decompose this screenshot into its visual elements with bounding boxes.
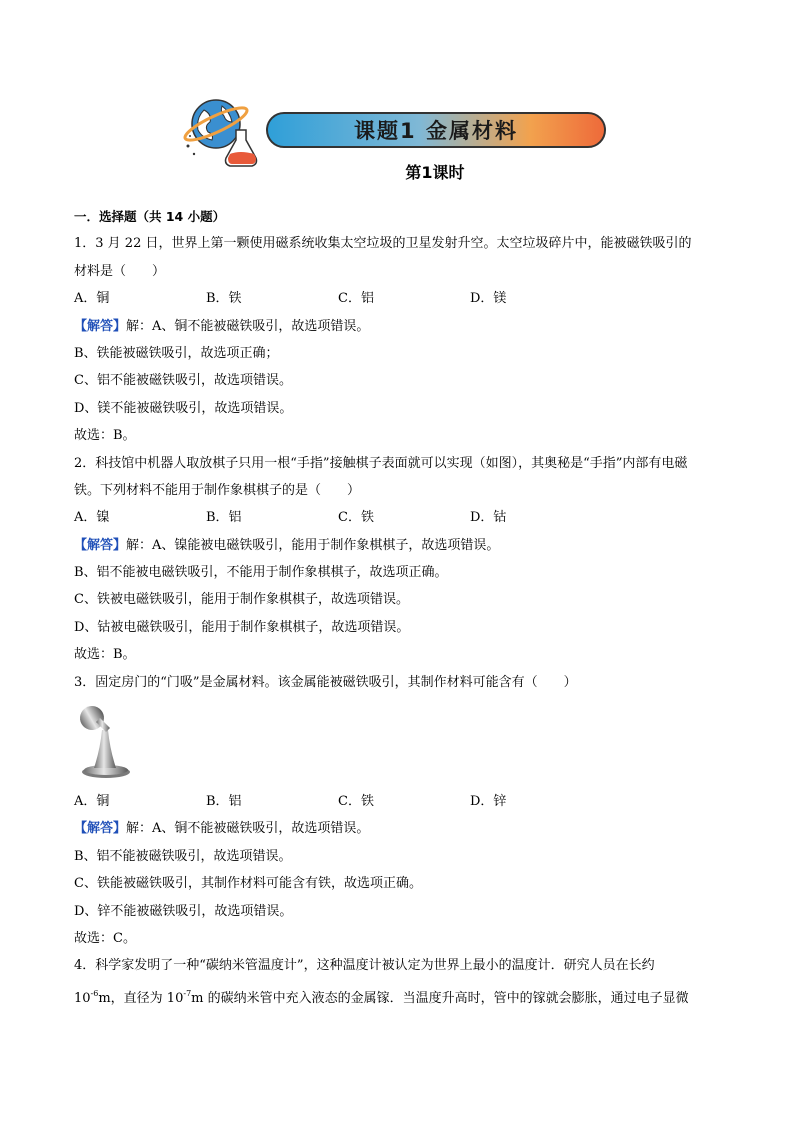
- answer-tag: 【解答】: [74, 821, 127, 837]
- q3-answer-line3: C、铁能被磁铁吸引，其制作材料可能含有铁，故选项正确。: [74, 876, 422, 892]
- q2-answer-line2: B、铝不能被电磁铁吸引，不能用于制作象棋棋子，故选项正确。: [74, 565, 448, 581]
- q2-option-b: B．铝: [206, 510, 242, 526]
- q2-option-d: D．钴: [470, 510, 507, 526]
- q3-answer-line4: D、锌不能被磁铁吸引，故选项错误。: [74, 903, 293, 919]
- q4-stem-line1: 4．科学家发明了一种“碳纳米管温度计”，这种温度计被认定为世界上最小的温度计．研究人员在长约: [74, 958, 655, 974]
- q4-exponent: -6: [90, 988, 99, 998]
- q4-stem-line2: [74, 980, 726, 1007]
- q1-stem-line1: 1．3 月 22 日，世界上第一颗使用磁系统收集太空垃圾的卫星发射升空。太空垃圾碎片中，能被磁铁吸引的: [74, 236, 692, 252]
- q1-answer-line2: B、铁能被磁铁吸引，故选项正确；: [74, 345, 279, 361]
- q3-stem-line1: 3．固定房门的“门吸”是金属材料。该金属能被磁铁吸引，其制作材料可能含有（ ）: [74, 674, 577, 690]
- q1-choice: 故选：B。: [74, 428, 136, 444]
- q3-option-c: C．铁: [338, 794, 374, 810]
- q1-options: [74, 285, 726, 312]
- globe-flask-icon: [182, 96, 262, 170]
- title-banner: [266, 112, 606, 148]
- q1-option-b: B．铁: [206, 291, 242, 307]
- q3-option-d: D．锌: [470, 794, 507, 810]
- document-body: [74, 203, 726, 1007]
- q3-choice: 故选：C。: [74, 930, 136, 946]
- q1-option-a: A．铜: [74, 291, 110, 307]
- q1-stem-line2: 材料是（ ）: [74, 263, 166, 279]
- section-heading: 一．选择题（共 14 小题）: [74, 209, 226, 224]
- q4-stem-part: m 的碳纳米管中充入液态的金属镓．当温度升高时，管中的镓就会膨胀，通过电子显微: [191, 990, 689, 1006]
- q2-stem-line1: 2．科技馆中机器人取放棋子只用一根“手指”接触棋子表面就可以实现（如图），其奥秘是“手指”内部有电磁: [74, 455, 688, 471]
- q4-stem-part: m，直径为 10: [98, 990, 184, 1006]
- q1-option-d: D．镁: [470, 291, 507, 307]
- q2-answer-line3: C、铁被电磁铁吸引，能用于制作象棋棋子，故选项错误。: [74, 592, 409, 608]
- q2-answer-line1: [74, 532, 726, 559]
- page-subtitle: 第1课时: [405, 163, 465, 182]
- q3-answer-line2: B、铝不能被磁铁吸引，故选项错误。: [74, 848, 292, 864]
- q4-stem-part: 10: [74, 990, 91, 1006]
- page-title: 课题1 金属材料: [354, 119, 518, 143]
- q3-option-a: A．铜: [74, 794, 110, 810]
- q3-figure: [74, 696, 726, 788]
- q3-option-b: B．铝: [206, 794, 242, 810]
- q1-answer-line3: C、铝不能被磁铁吸引，故选项错误。: [74, 373, 292, 389]
- q3-options: [74, 788, 726, 815]
- q2-answer-text: 解：A、镍能被电磁铁吸引，能用于制作象棋棋子，故选项错误。: [126, 537, 500, 553]
- q3-answer-line1: [74, 815, 726, 842]
- q1-answer-line1: [74, 313, 726, 340]
- q1-option-c: C．铝: [338, 291, 374, 307]
- q2-choice: 故选：B。: [74, 647, 136, 663]
- answer-tag: 【解答】: [74, 537, 127, 553]
- q2-stem-line2: 铁。下列材料不能用于制作象棋棋子的是（ ）: [74, 482, 361, 498]
- q3-answer-text: 解：A、铜不能被磁铁吸引，故选项错误。: [126, 821, 370, 837]
- q2-answer-line4: D、钴被电磁铁吸引，能用于制作象棋棋子，故选项错误。: [74, 619, 410, 635]
- q2-option-c: C．铁: [338, 510, 374, 526]
- q1-answer-line4: D、镁不能被磁铁吸引，故选项错误。: [74, 400, 293, 416]
- door-stopper-image: [74, 700, 134, 780]
- q2-option-a: A．镍: [74, 510, 110, 526]
- q4-exponent: -7: [183, 988, 192, 998]
- q1-answer-text: 解：A、铜不能被磁铁吸引，故选项错误。: [126, 318, 370, 334]
- q2-options: [74, 504, 726, 531]
- answer-tag: 【解答】: [74, 318, 127, 334]
